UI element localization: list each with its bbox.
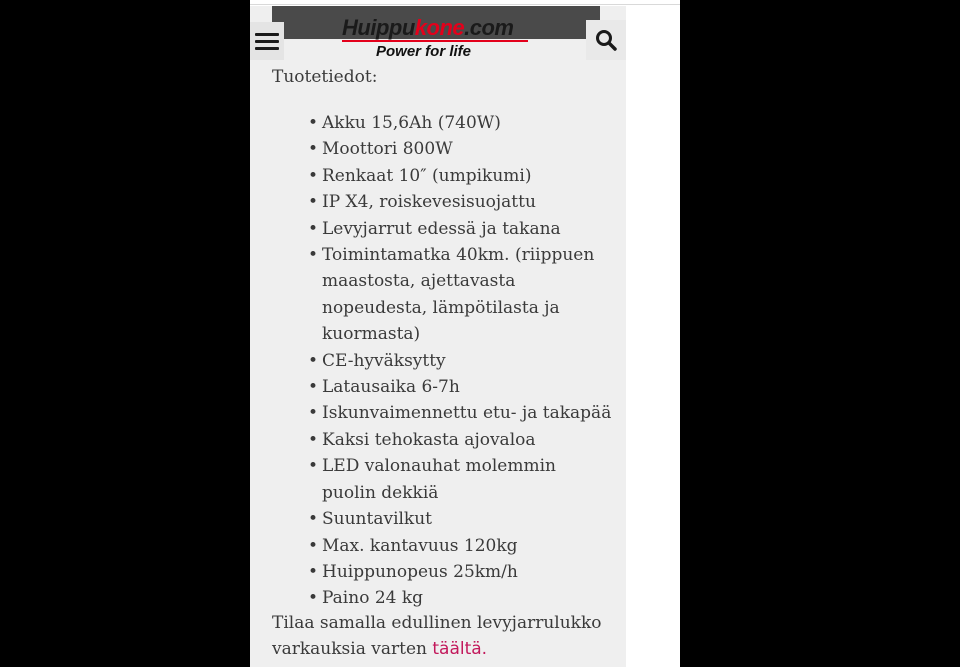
list-item: • Moottori 800W: [322, 136, 612, 162]
logo-underline: [342, 40, 528, 42]
top-divider: [250, 4, 680, 5]
list-item: • Renkaat 10″ (umpikumi): [322, 163, 612, 189]
site-logo[interactable]: Huippukone.com: [342, 15, 514, 40]
list-item: • LED valonauhat molemmin puolin dekkiä: [322, 453, 612, 506]
list-item: • IP X4, roiskevesisuojattu: [322, 189, 612, 215]
site-tagline: Power for life: [376, 43, 472, 60]
list-item: • Akku 15,6Ah (740W): [322, 110, 612, 136]
list-item: • Suuntavilkut: [322, 506, 612, 532]
search-button[interactable]: [586, 20, 626, 60]
order-text: Tilaa samalla edullinen levyjarrulukko varkauksia varten: [272, 613, 602, 660]
hamburger-menu-icon[interactable]: [250, 22, 284, 60]
list-item: • Kaksi tehokasta ajovaloa: [322, 427, 612, 453]
list-item: • Paino 24 kg: [322, 585, 612, 611]
spec-list: [322, 110, 612, 612]
list-item: • CE-hyväksytty: [322, 348, 612, 374]
list-item: • Latausaika 6-7h: [322, 374, 612, 400]
order-link[interactable]: täältä.: [432, 639, 488, 660]
list-item: • Levyjarrut edessä ja takana: [322, 216, 612, 242]
list-item: • Huippunopeus 25km/h: [322, 559, 612, 585]
search-icon: [595, 29, 617, 51]
order-paragraph: [272, 610, 612, 663]
list-item: • Max. kantavuus 120kg: [322, 533, 612, 559]
list-item: • Iskunvaimennettu etu- ja takapää: [322, 400, 612, 426]
phone-screen: [250, 0, 680, 667]
list-item: • Toimintamatka 40km. (riippuen maastosta, ajettavasta nopeudesta, lämpötilasta ja kuormasta): [322, 242, 612, 348]
product-details-heading: Tuotetiedot:: [272, 67, 378, 87]
